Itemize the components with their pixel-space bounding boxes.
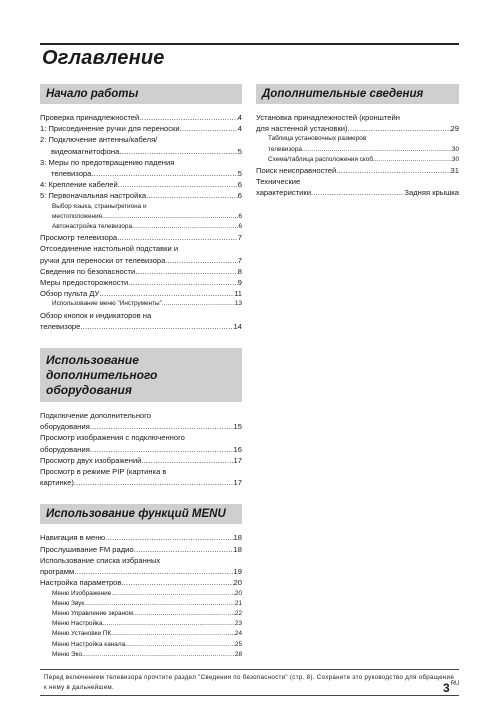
- toc-entry[interactable]: [40, 555, 242, 577]
- toc-page-number: 20: [233, 578, 242, 588]
- dot-leader: [111, 629, 235, 639]
- page-title: Оглавление: [42, 47, 165, 69]
- dot-leader: [74, 566, 233, 577]
- dot-leader: [91, 168, 237, 179]
- toc-entry-text: Подключение дополнительного: [40, 411, 151, 421]
- toc-entry[interactable]: [40, 640, 242, 650]
- dot-leader: [348, 123, 451, 134]
- toc-entry[interactable]: [40, 619, 242, 629]
- toc-entry[interactable]: [40, 599, 242, 609]
- toc-entry-text: Просмотр двух изображений: [40, 455, 142, 465]
- toc-entry-text: 2: Подключение антенны/кабеля/: [40, 135, 158, 145]
- toc-entry[interactable]: [256, 155, 459, 165]
- toc-entry-text: Обзор кнопок и индикаторов на: [40, 310, 152, 320]
- toc-page-number: 31: [450, 166, 459, 176]
- toc-page-number: 29: [450, 124, 459, 134]
- dot-leader: [311, 187, 404, 198]
- toc-entry[interactable]: [40, 609, 242, 619]
- toc-entry-text: оборудования: [40, 422, 90, 432]
- toc-page-number: 6: [237, 180, 242, 190]
- toc-page-number: 20: [234, 589, 242, 597]
- toc-entry-text: для настенной установки): [256, 124, 348, 134]
- dot-leader: [117, 232, 238, 243]
- dot-leader: [90, 421, 234, 432]
- toc-entry-text: Просмотр в режиме PIP (картинка в: [40, 467, 167, 477]
- toc-entry-text: видеомагнитофона: [51, 146, 120, 156]
- toc-entry-text: Прослушивание FM радио: [40, 544, 134, 554]
- toc-entry[interactable]: [256, 134, 459, 154]
- section-heading-additional: Дополнительные сведения: [256, 84, 459, 104]
- toc-entry-text: Меню Изображение: [52, 589, 112, 597]
- toc-entry[interactable]: [40, 432, 242, 454]
- toc-page-number: 15: [233, 422, 242, 432]
- toc-entry[interactable]: [40, 266, 242, 277]
- toc-entry[interactable]: [40, 650, 242, 660]
- toc-entry-text: Таблица установочных размеров: [268, 135, 367, 143]
- toc-entry-text: Сведения по безопасности: [40, 266, 136, 276]
- toc-entry-text: Отсоединение настольной подставки и: [40, 244, 179, 254]
- toc-page-number: 13: [234, 300, 242, 308]
- toc-page-number: 7: [237, 255, 242, 265]
- dot-leader: [102, 212, 238, 222]
- toc-entry-text: Настройка параметров: [40, 578, 122, 588]
- toc-entry-text: Меню Звук: [52, 599, 85, 607]
- right-column: [256, 84, 459, 215]
- toc-page-number: 4: [237, 124, 242, 134]
- toc-entry-text: Меню Эко: [52, 650, 83, 658]
- toc-entry[interactable]: [40, 202, 242, 222]
- toc-page-number: 22: [234, 609, 242, 617]
- toc-entry-text: 4: Крепление кабелей: [40, 180, 118, 190]
- toc-page-number: 4: [237, 113, 242, 122]
- toc-entry[interactable]: [256, 112, 459, 134]
- toc-entry[interactable]: [40, 466, 242, 488]
- toc-entry-text: 1: Присоединение ручки для переноски: [40, 124, 180, 134]
- dot-leader: [132, 222, 238, 232]
- toc-entry-text: Просмотр телевизора: [40, 233, 118, 243]
- toc-entry[interactable]: [40, 134, 242, 156]
- toc-entry-text: Меры предосторожности: [40, 278, 129, 288]
- toc-entry-text: оборудования: [40, 444, 90, 454]
- toc-entry[interactable]: [40, 410, 242, 432]
- toc-entry-text: Поиск неисправностей: [256, 166, 337, 176]
- toc-entry-text: Использование меню "Инструменты": [52, 300, 162, 308]
- toc-entry-text: местоположения: [52, 212, 103, 220]
- toc-entry-text: характеристики: [256, 188, 311, 198]
- toc-entry[interactable]: [40, 288, 242, 299]
- dot-leader: [121, 577, 233, 588]
- toc-entry-text: ручки для переноски от телевизора: [40, 255, 166, 265]
- toc-entry[interactable]: [40, 222, 242, 232]
- toc-page-number: 28: [234, 650, 242, 658]
- page-number: [443, 681, 459, 695]
- toc-page-number: Задняя крышка: [404, 188, 459, 198]
- toc-entry[interactable]: [40, 179, 242, 190]
- toc-page-number: 16: [233, 444, 242, 454]
- toc-page-number: 25: [234, 640, 242, 648]
- toc-entry[interactable]: [40, 123, 242, 134]
- toc-page-number: 19: [233, 567, 242, 577]
- toc-entry-text: Схема/таблица расположения скоб: [268, 155, 373, 163]
- toc-page-number: 30: [451, 145, 459, 153]
- toc-entry-text: Автонастройка телевизора: [52, 223, 133, 231]
- toc-entry[interactable]: [40, 190, 242, 201]
- dot-leader: [80, 321, 233, 332]
- toc-entry[interactable]: [40, 310, 242, 332]
- toc-list-additional: [256, 112, 459, 199]
- toc-entry[interactable]: [256, 165, 459, 176]
- dot-leader: [162, 299, 235, 309]
- toc-entry-text: Технические: [256, 177, 301, 187]
- toc-page-number: 14: [233, 321, 242, 331]
- toc-entry-text: телевизора: [268, 145, 302, 153]
- dot-leader: [165, 255, 237, 266]
- toc-entry[interactable]: [40, 277, 242, 288]
- dot-leader: [99, 288, 234, 299]
- toc-page-number: 18: [233, 544, 242, 554]
- toc-entry-text: Использование списка избранных: [40, 555, 161, 565]
- toc-entry[interactable]: [40, 243, 242, 265]
- dot-leader: [111, 589, 235, 599]
- toc-entry-text: Навигация в меню: [40, 533, 106, 543]
- section-heading-menu: Использование функций MENU: [40, 504, 242, 524]
- toc-page-number: 23: [234, 620, 242, 628]
- toc-entry[interactable]: [40, 112, 242, 123]
- toc-page-number: 6: [238, 223, 242, 231]
- dot-leader: [118, 179, 238, 190]
- dot-leader: [302, 145, 452, 155]
- toc-page-number: 11: [234, 289, 242, 299]
- toc-entry-text: Меню Настройка: [52, 620, 103, 628]
- toc-page-number: 7: [237, 233, 242, 243]
- toc-entry[interactable]: [40, 532, 242, 543]
- toc-entry-text: Обзор пульта ДУ: [40, 289, 100, 299]
- dot-leader: [180, 123, 238, 134]
- toc-list-start: [40, 112, 242, 332]
- section-heading-extra-equipment: Использование дополнительного оборудования: [40, 348, 242, 402]
- toc-entry-text: 3: Меры по предотвращению падения: [40, 157, 175, 167]
- dot-leader: [141, 455, 233, 466]
- toc-entry[interactable]: [40, 577, 242, 588]
- toc-entry-text: Меню Управление экраном: [52, 609, 133, 617]
- toc-list-extra-equipment: [40, 410, 242, 488]
- toc-entry-text: Меню Настройка канала: [52, 640, 126, 648]
- toc-entry-text: картинке): [40, 478, 74, 488]
- dot-leader: [82, 650, 235, 660]
- section-heading-start: Начало работы: [40, 84, 242, 104]
- dot-leader: [125, 640, 235, 650]
- dot-leader: [135, 266, 238, 277]
- toc-list-menu: [40, 532, 242, 659]
- page-locale: RU: [450, 681, 460, 687]
- dot-leader: [103, 619, 235, 629]
- dot-leader: [139, 112, 237, 123]
- toc-entry-text: Меню Установки ПК: [52, 630, 112, 638]
- toc-entry[interactable]: [40, 299, 242, 309]
- toc-entry[interactable]: [256, 176, 459, 198]
- page-number-value: 3: [443, 681, 450, 695]
- toc-entry[interactable]: [40, 589, 242, 599]
- toc-page-number: 17: [233, 455, 242, 465]
- dot-leader: [119, 146, 237, 157]
- toc-entry-text: Проверка принадлежностей: [40, 113, 140, 122]
- toc-page-number: 18: [233, 533, 242, 543]
- left-column: [40, 84, 242, 676]
- toc-entry-text: Выбор языка, страны/региона и: [52, 202, 147, 210]
- toc-entry-text: 5: Первоначальная настройка: [40, 191, 147, 201]
- toc-entry-text: Установка принадлежностей (кронштейн: [256, 113, 400, 122]
- toc-entry[interactable]: [40, 544, 242, 555]
- dot-leader: [90, 444, 234, 455]
- toc-entry[interactable]: [40, 157, 242, 179]
- dot-leader: [373, 155, 452, 165]
- toc-page-number: 24: [234, 630, 242, 638]
- dot-leader: [336, 165, 450, 176]
- dot-leader: [105, 532, 233, 543]
- dot-leader: [146, 190, 238, 201]
- toc-page-number: 17: [233, 478, 242, 488]
- toc-entry-text: телевизоре: [40, 321, 81, 331]
- dot-leader: [134, 544, 234, 555]
- footer-note: Перед включением телевизора прочтите раздел "Сведения по безопасности" (стр. 8). Сохраните это руководство для обращения к нему в дальнейшем.: [40, 669, 459, 696]
- toc-entry[interactable]: [40, 232, 242, 243]
- toc-page-number: 8: [237, 266, 242, 276]
- toc-page-number: 6: [237, 191, 242, 201]
- toc-page-number: 6: [238, 212, 242, 220]
- toc-page-number: 5: [237, 169, 242, 179]
- toc-page-number: 30: [451, 155, 459, 163]
- toc-entry-text: программ: [40, 567, 75, 577]
- toc-page-number: 5: [237, 146, 242, 156]
- toc-entry[interactable]: [40, 455, 242, 466]
- toc-page-number: 9: [237, 278, 242, 288]
- dot-leader: [84, 599, 235, 609]
- toc-page-number: 21: [234, 599, 242, 607]
- toc-entry[interactable]: [40, 629, 242, 639]
- dot-leader: [128, 277, 238, 288]
- toc-entry-text: телевизора: [51, 169, 92, 179]
- dot-leader: [133, 609, 235, 619]
- toc-entry-text: Просмотр изображения с подключенного: [40, 433, 185, 443]
- dot-leader: [74, 477, 234, 488]
- title-rule: [40, 43, 459, 45]
